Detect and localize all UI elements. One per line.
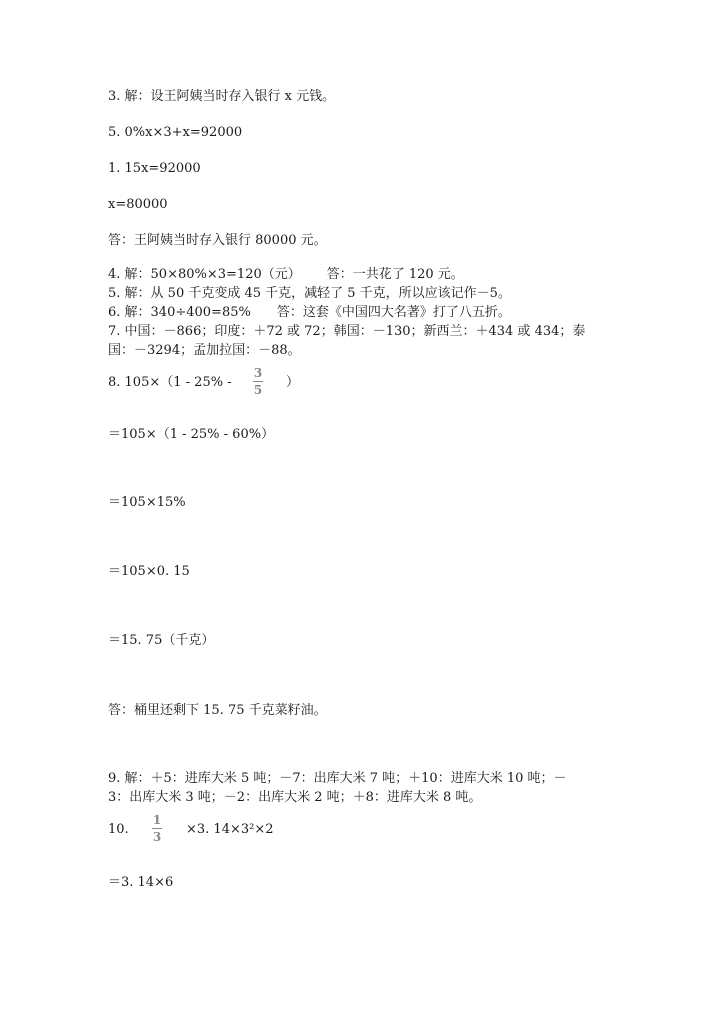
answer-6-calc: 6. 解：340÷400=85% <box>108 305 251 320</box>
answer-3-setup: 3. 解：设王阿姨当时存入银行 x 元钱。 <box>108 89 336 104</box>
answer-8-conclusion: 答：桶里还剩下 15. 75 千克菜籽油。 <box>108 703 327 718</box>
answer-10-expression: ×3. 14×3²×2 <box>186 822 274 837</box>
answer-8-step-1: ＝105×（1 - 25% - 60%） <box>108 427 275 442</box>
fraction-numerator: 3 <box>253 366 263 380</box>
answer-7-line-1: 7. 中国：－866；印度：＋72 或 72；韩国：－130；新西兰：＋434 或 434；泰 <box>108 324 586 339</box>
answer-10-step: ＝3. 14×6 <box>108 875 174 890</box>
fraction-three-fifths <box>253 366 263 397</box>
fraction-one-third <box>152 813 162 844</box>
fraction-denominator: 3 <box>152 830 162 844</box>
answer-3-solution: x=80000 <box>108 197 168 212</box>
answer-3-equation: 5. 0%x×3+x=92000 <box>108 125 243 140</box>
answer-8-expression-end: ） <box>286 375 300 390</box>
answer-3-conclusion: 答：王阿姨当时存入银行 80000 元。 <box>108 233 327 248</box>
fraction-denominator: 5 <box>253 383 263 397</box>
fraction-bar <box>253 381 263 382</box>
fraction-numerator: 1 <box>152 813 162 827</box>
answer-8-expression-start: 8. 105×（1 - 25% - <box>108 375 232 390</box>
answer-4-conclusion: 答：一共花了 120 元。 <box>326 267 464 282</box>
answer-7-line-2: 国：－3294；孟加拉国：－88。 <box>108 343 301 358</box>
answer-6-conclusion: 答：这套《中国四大名著》打了八五折。 <box>276 305 511 320</box>
answer-3-step: 1. 15x=92000 <box>108 161 201 176</box>
answer-4-calc: 4. 解：50×80%×3=120（元） <box>108 267 301 282</box>
answer-9-line-1: 9. 解：＋5：进库大米 5 吨；－7：出库大米 7 吨；＋10：进库大米 10 吨；－ <box>108 771 567 786</box>
answer-9-line-2: 3：出库大米 3 吨；－2：出库大米 2 吨；＋8：进库大米 8 吨。 <box>108 790 482 805</box>
answer-4 <box>108 266 464 284</box>
answer-6 <box>108 304 511 322</box>
answer-8-step-2: ＝105×15% <box>108 495 186 510</box>
answer-10-label: 10. <box>108 822 129 837</box>
fraction-bar <box>152 828 162 829</box>
answer-8-step-4: ＝15. 75（千克） <box>108 633 215 648</box>
answer-8-step-3: ＝105×0. 15 <box>108 564 190 579</box>
answer-5: 5. 解：从 50 千克变成 45 千克，减轻了 5 千克，所以应该记作－5。 <box>108 286 511 301</box>
